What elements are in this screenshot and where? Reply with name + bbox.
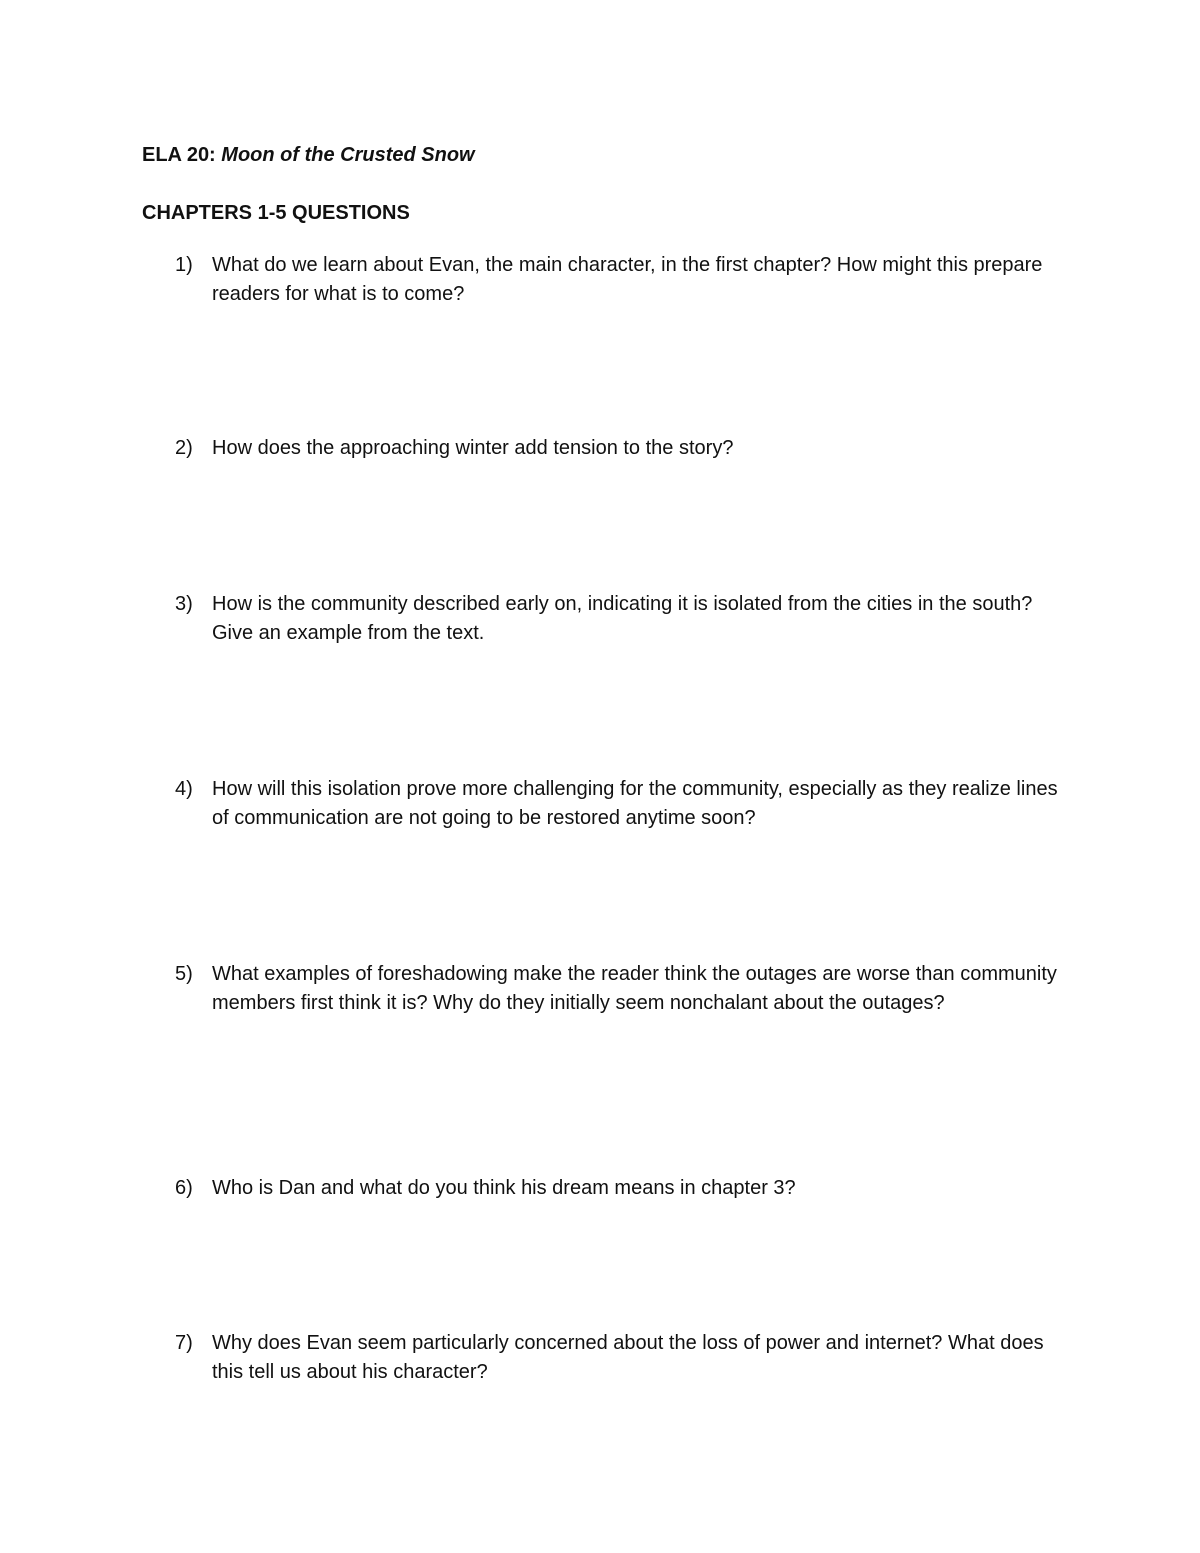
question-text: How will this isolation prove more challenging for the community, especially as they realize lines of communication are not going to be restored anytime soon? — [212, 778, 1058, 829]
question-number: 7) — [175, 1332, 193, 1354]
question-item-4 — [175, 775, 1075, 832]
question-text: How is the community described early on, indicating it is isolated from the cities in the south? Give an example from the text. — [212, 593, 1033, 644]
question-number: 2) — [175, 437, 193, 459]
question-number: 3) — [175, 593, 193, 615]
question-item-5 — [175, 960, 1075, 1017]
question-number: 1) — [175, 254, 193, 276]
title-book: Moon of the Crusted Snow — [221, 144, 475, 166]
question-number: 4) — [175, 778, 193, 800]
section-heading: CHAPTERS 1-5 QUESTIONS — [142, 202, 410, 224]
question-text: How does the approaching winter add tension to the story? — [212, 437, 734, 459]
question-item-3 — [175, 590, 1075, 647]
question-item-1 — [175, 251, 1075, 308]
question-number: 6) — [175, 1177, 193, 1199]
document-title — [142, 141, 475, 169]
question-text: Why does Evan seem particularly concerned about the loss of power and internet? What does this tell us about his character? — [212, 1332, 1044, 1383]
question-item-2 — [175, 434, 1075, 463]
question-item-7 — [175, 1329, 1075, 1386]
question-text: What do we learn about Evan, the main character, in the first chapter? How might this prepare readers for what is to come? — [212, 254, 1043, 305]
question-text: Who is Dan and what do you think his dream means in chapter 3? — [212, 1177, 796, 1199]
question-text: What examples of foreshadowing make the reader think the outages are worse than community members first think it is? Why do they initially seem nonchalant about the outages? — [212, 963, 1057, 1014]
question-number: 5) — [175, 963, 193, 985]
title-course: ELA 20: — [142, 144, 216, 166]
question-item-6 — [175, 1174, 1075, 1203]
